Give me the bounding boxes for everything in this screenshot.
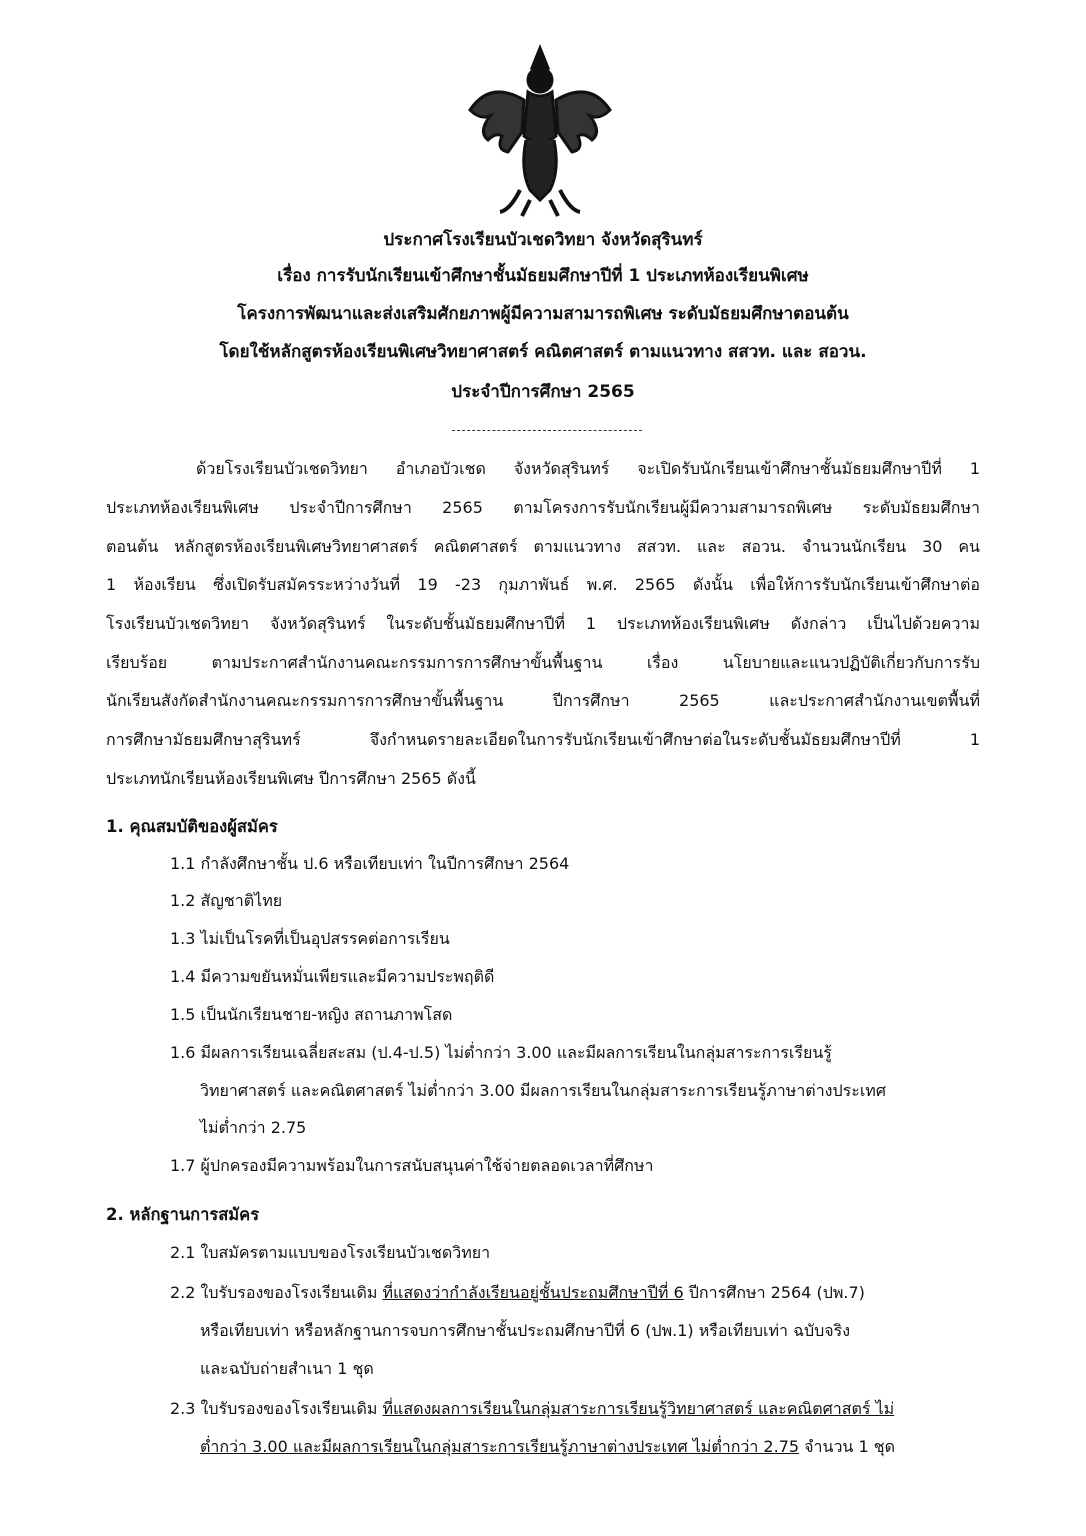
qualification-item: 1.1 กำลังศึกษาชั้น ป.6 หรือเทียบเท่า ในปีการศึกษา 2564 [170,854,570,873]
announcement-subject: เรื่อง การรับนักเรียนเข้าศึกษาชั้นมัธยมศึกษาปีที่ 1 ประเภทห้องเรียนพิเศษ [277,266,809,286]
intro-line: ตอนต้น หลักสูตรห้องเรียนพิเศษวิทยาศาสตร์ คณิตศาสตร์ ตามแนวทาง สสวท. และ สอวน. จำนวนนักเรียน 30 คน [106,537,980,556]
document-item-underlined: ต่ำกว่า 3.00 และมีผลการเรียนในกลุ่มสาระการเรียนรู้ภาษาต่างประเทศ ไม่ต่ำกว่า 2.75 [200,1437,800,1456]
document-item: 2.1 ใบสมัครตามแบบของโรงเรียนบัวเชดวิทยา [170,1243,491,1262]
section-1-title: 1. คุณสมบัติของผู้สมัคร [106,817,278,836]
document-item [170,1282,865,1304]
qualification-item: 1.4 มีความขยันหมั่นเพียรและมีความประพฤติดี [170,967,495,986]
garuda-emblem-icon [460,40,620,220]
document-item-text: 2.3 ใบรับรองของโรงเรียนเดิม [170,1399,383,1418]
qualification-item: 1.7 ผู้ปกครองมีความพร้อมในการสนับสนุนค่าใช้จ่ายตลอดเวลาที่ศึกษา [170,1156,654,1175]
section-2-title: 2. หลักฐานการสมัคร [106,1205,260,1224]
intro-line: เรียบร้อย ตามประกาศสำนักงานคณะกรรมการการศึกษาขั้นพื้นฐาน เรื่อง นโยบายและแนวปฏิบัติเกี่ยวกับการรับ [106,653,980,672]
document-item [170,1398,894,1420]
document-item-continued [200,1436,895,1458]
qualification-item: 1.3 ไม่เป็นโรคที่เป็นอุปสรรคต่อการเรียน [170,929,450,948]
document-item-continued: หรือเทียบเท่า หรือหลักฐานการจบการศึกษาชั้นประถมศึกษาปีที่ 6 (ปพ.1) หรือเทียบเท่า ฉบับจริง [200,1321,851,1340]
header-divider [452,430,642,431]
announcement-project: โครงการพัฒนาและส่งเสริมศักยภาพผู้มีความสามารถพิเศษ ระดับมัธยมศึกษาตอนต้น [237,304,849,324]
intro-line: ประเภทห้องเรียนพิเศษ ประจำปีการศึกษา 2565 ตามโครงการรับนักเรียนผู้มีความสามารถพิเศษ ระดับมัธยมศึกษา [106,498,980,517]
announcement-year: ประจำปีการศึกษา 2565 [451,382,635,402]
intro-line: ประเภทนักเรียนห้องเรียนพิเศษ ปีการศึกษา 2565 ดังนี้ [106,769,476,788]
document-item-underlined: ที่แสดงผลการเรียนในกลุ่มสาระการเรียนรู้วิทยาศาสตร์ และคณิตศาสตร์ ไม่ [382,1399,895,1418]
announcement-title: ประกาศโรงเรียนบัวเชดวิทยา จังหวัดสุรินทร์ [383,230,703,250]
document-item-continued: และฉบับถ่ายสำเนา 1 ชุด [200,1359,374,1378]
document-item-underlined: ที่แสดงว่ากำลังเรียนอยู่ชั้นประถมศึกษาปีที่ 6 [382,1283,684,1302]
document-item-text: ปีการศึกษา 2564 (ปพ.7) [683,1283,865,1302]
intro-line: โรงเรียนบัวเชดวิทยา จังหวัดสุรินทร์ ในระดับชั้นมัธยมศึกษาปีที่ 1 ประเภทห้องเรียนพิเศษ ดังกล่าว เป็นไปด้วยความ [106,614,980,633]
document-item-text: 2.2 ใบรับรองของโรงเรียนเดิม [170,1283,383,1302]
intro-line: ด้วยโรงเรียนบัวเชดวิทยา อำเภอบัวเชด จังหวัดสุรินทร์ จะเปิดรับนักเรียนเข้าศึกษาชั้นมัธยมศึกษาปีที่ 1 [196,459,980,478]
qualification-item: 1.5 เป็นนักเรียนชาย-หญิง สถานภาพโสด [170,1005,453,1024]
qualification-item: 1.6 มีผลการเรียนเฉลี่ยสะสม (ป.4-ป.5) ไม่ต่ำกว่า 3.00 และมีผลการเรียนในกลุ่มสาระการเรียนรู้ [170,1043,832,1062]
intro-line: นักเรียนสังกัดสำนักงานคณะกรรมการการศึกษาขั้นพื้นฐาน ปีการศึกษา 2565 และประกาศสำนักงานเขตพื้นที่ [106,691,980,710]
qualification-item-continued: ไม่ต่ำกว่า 2.75 [200,1118,307,1137]
qualification-item-continued: วิทยาศาสตร์ และคณิตศาสตร์ ไม่ต่ำกว่า 3.00 มีผลการเรียนในกลุ่มสาระการเรียนรู้ภาษาต่างประเทศ [200,1081,887,1100]
intro-line: 1 ห้องเรียน ซึ่งเปิดรับสมัครระหว่างวันที่ 19 -23 กุมภาพันธ์ พ.ศ. 2565 ดังนั้น เพื่อให้การรับนักเรียนเข้าศึกษาต่อ [106,575,980,594]
qualification-item: 1.2 สัญชาติไทย [170,891,283,910]
document-item-text: จำนวน 1 ชุด [799,1437,895,1456]
announcement-curriculum: โดยใช้หลักสูตรห้องเรียนพิเศษวิทยาศาสตร์ คณิตศาสตร์ ตามแนวทาง สสวท. และ สอวน. [219,342,867,362]
intro-line: การศึกษามัธยมศึกษาสุรินทร์ จึงกำหนดรายละเอียดในการรับนักเรียนเข้าศึกษาต่อในระดับชั้นมัธยมศึกษาปีที่ 1 [106,730,980,749]
